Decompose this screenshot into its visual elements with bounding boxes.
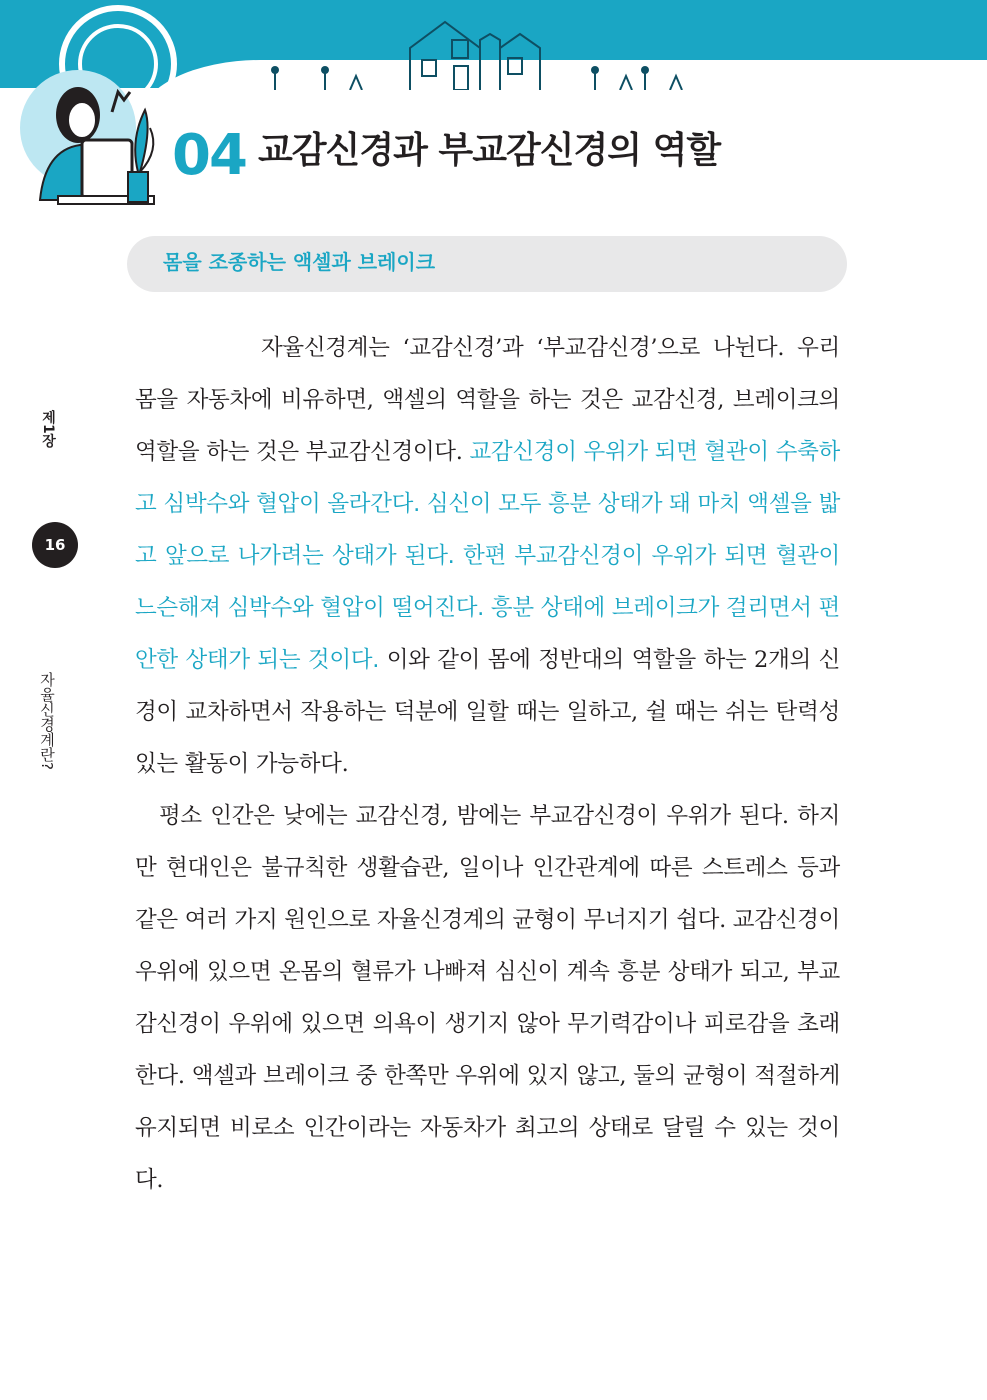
- section-title: 몸을 조종하는 액셀과 브레이크: [163, 250, 436, 274]
- chapter-number: 04: [172, 123, 246, 188]
- paragraph-1: [135, 322, 840, 790]
- paragraph-1-start: 자율신경계는 ‘교감신경’과 ‘부교감신경’으로 나뉜다. 우리 몸을 자동차에 비유하면, 액셀의 역할을 하는 것은 교감신경, 브레이크의 역할을 하는 것은 부교감신경이다.: [135, 335, 840, 465]
- section-heading-pill: [127, 236, 847, 292]
- paragraph-1-end: 이와 같이 몸에 정반대의 역할을 하는 2개의 신경이 교차하면서 작용하는 덕분에 일할 때는 일하고, 쉴 때는 쉬는 탄력성 있는 활동이 가능하다.: [135, 647, 840, 777]
- side-book-title: 자율신경계란?: [38, 672, 56, 770]
- side-chapter-label: 제1장: [40, 410, 56, 448]
- house-skyline-illustration: [240, 10, 710, 90]
- page-number: 16: [44, 536, 66, 554]
- chapter-title: 교감신경과 부교감신경의 역할: [258, 130, 721, 171]
- paragraph-1-highlight: 교감신경이 우위가 되면 혈관이 수축하고 심박수와 혈압이 올라간다. 심신이 모두 흥분 상태가 돼 마치 액셀을 밟고 앞으로 나가려는 상태가 된다. 한편 부교감신경이 우위가 되면 혈관이 느슨해져 심박수와 혈압이 떨어진다. 흥분 상태에 브레이크가 걸리면서 편안한 상태가 되는 것이다.: [135, 439, 840, 673]
- body-text: [135, 322, 840, 1206]
- paragraph-2: 평소 인간은 낮에는 교감신경, 밤에는 부교감신경이 우위가 된다. 하지만 현대인은 불규칙한 생활습관, 일이나 인간관계에 따른 스트레스 등과 같은 여러 가지 원인으로 자율신경계의 균형이 무너지기 쉽다. 교감신경이 우위에 있으면 온몸의 혈류가 나빠져 심신이 계속 흥분 상태가 되고, 부교감신경이 우위에 있으면 의욕이 생기지 않아 무기력감이나 피로감을 초래한다. 액셀과 브레이크 중 한쪽만 우위에 있지 않고, 둘의 균형이 적절하게 유지되면 비로소 인간이라는 자동차가 최고의 상태로 달릴 수 있는 것이다.: [135, 803, 840, 1193]
- page-number-badge: [32, 522, 78, 568]
